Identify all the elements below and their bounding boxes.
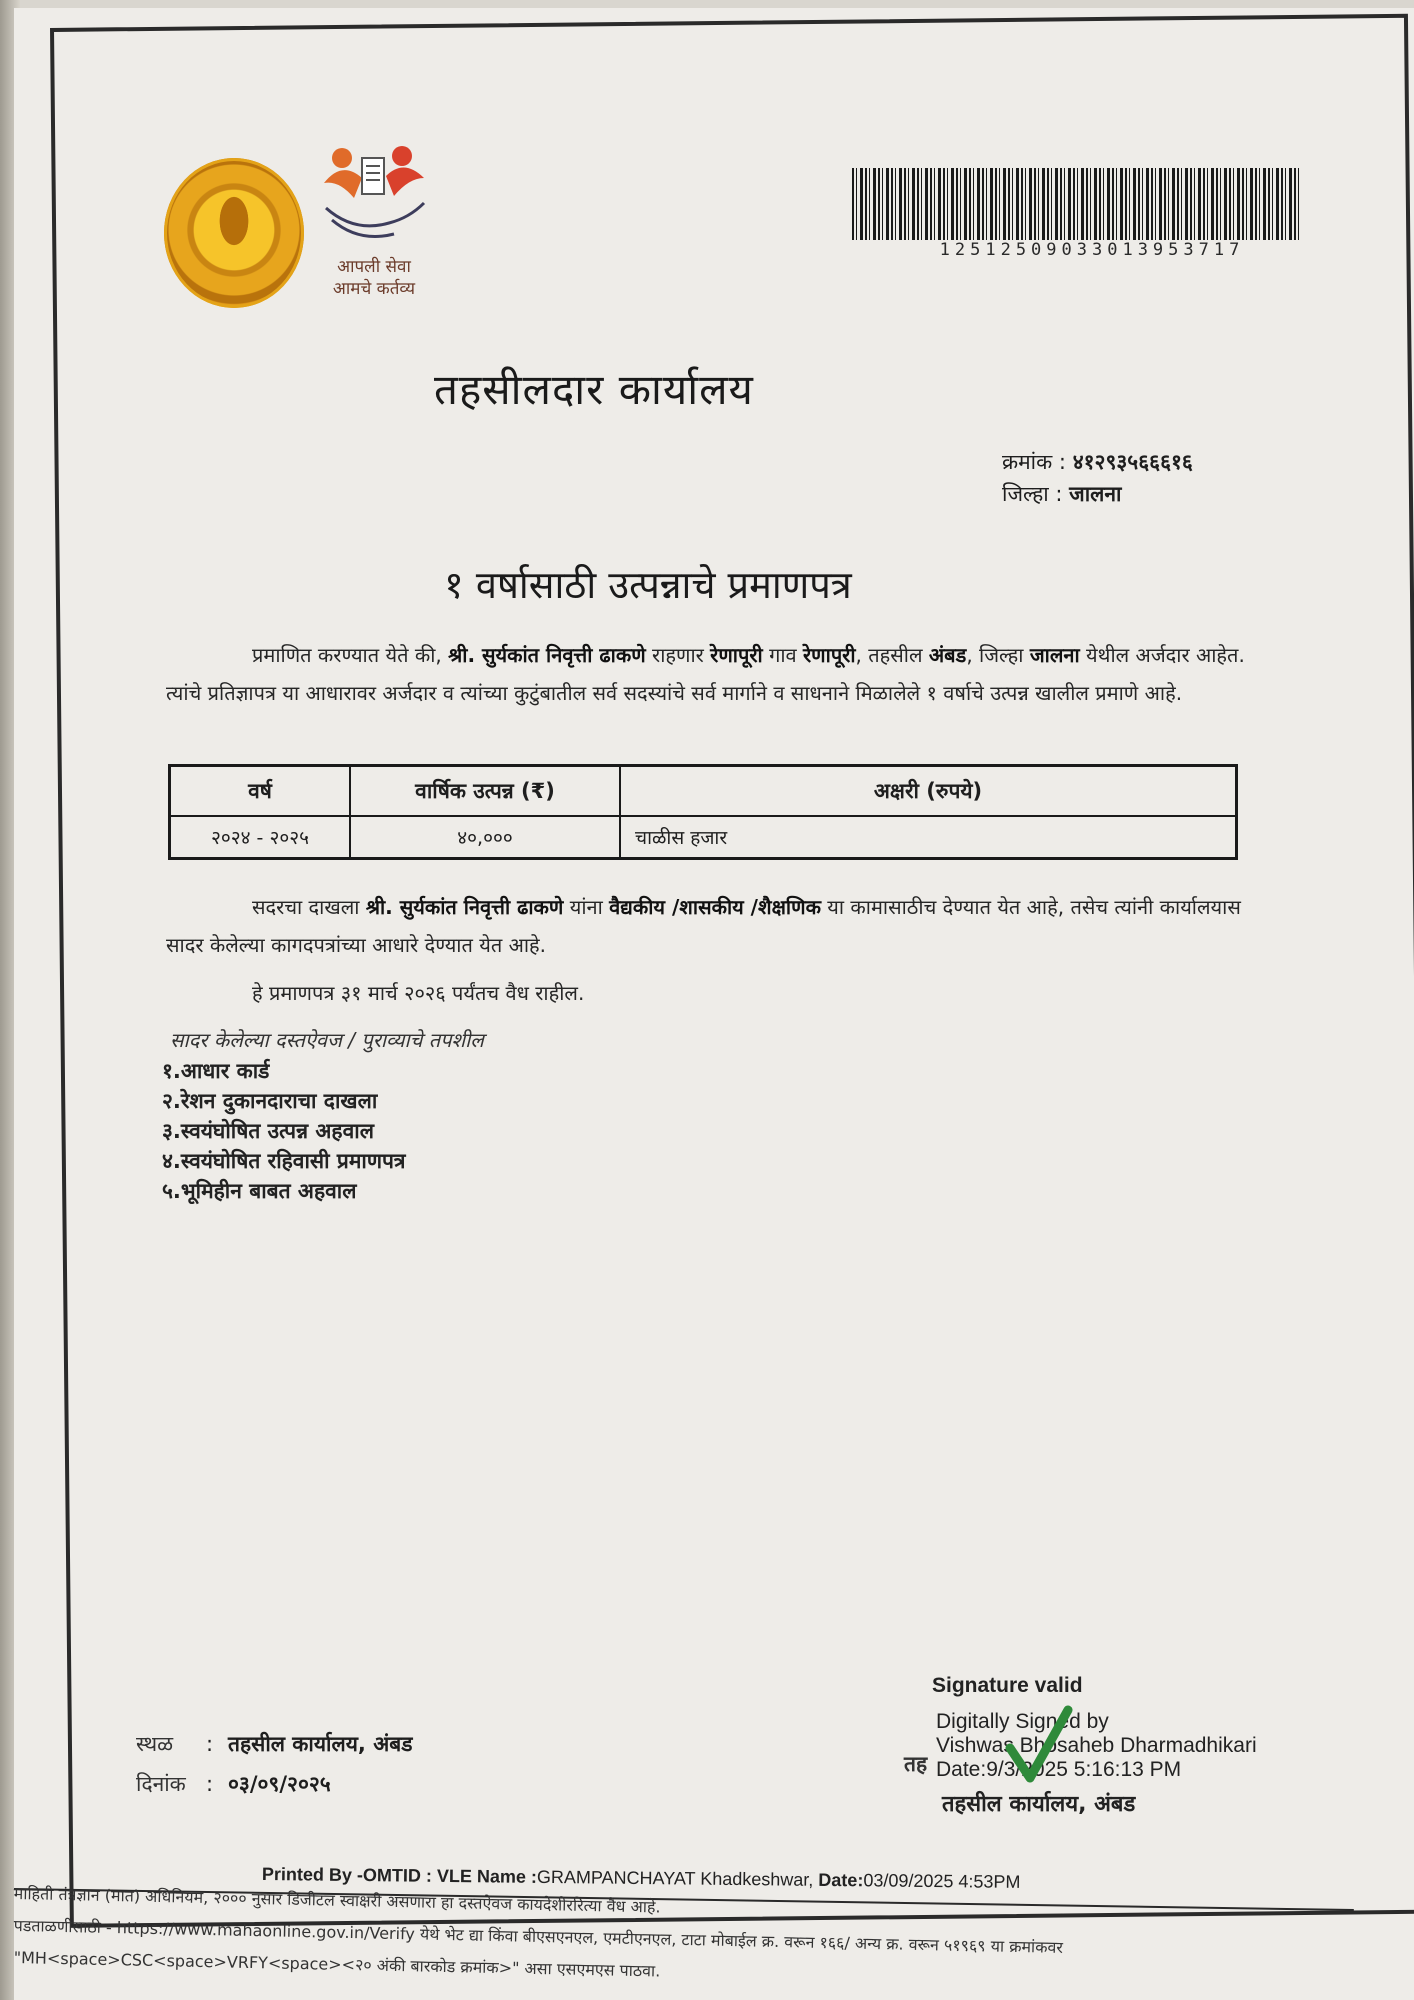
header-year: वर्ष <box>170 766 351 817</box>
maharashtra-emblem-icon <box>164 158 304 308</box>
district-value: जालना <box>1069 482 1122 506</box>
applicant-name: श्री. सुर्यकांत निवृत्ती ढाकणे <box>448 643 646 667</box>
list-item: २.रेशन दुकानदाराचा दाखला <box>162 1089 378 1113</box>
table-header-row <box>170 766 1237 817</box>
reference-block <box>1002 446 1193 510</box>
list-item: ५.भूमिहीन बाबत अहवाल <box>162 1179 357 1203</box>
header-annual-income: वार्षिक उत्पन्न (₹) <box>350 766 620 817</box>
cell-income: ४०,००० <box>350 816 620 859</box>
list-item: ४.स्वयंघोषित रहिवासी प्रमाणपत्र <box>162 1149 406 1173</box>
signature-date: Date:9/3/2025 5:16:13 PM <box>936 1758 1182 1781</box>
purpose-applicant-name: श्री. सुर्यकांत निवृत्ती ढाकणे <box>365 895 564 919</box>
documents-heading: सादर केलेल्या दस्तऐवज / पुराव्याचे तपशील <box>170 1028 484 1052</box>
certificate-sheet <box>14 8 1414 2000</box>
signature-valid-label: Signature valid <box>932 1674 1083 1697</box>
purpose-list: वैद्यकीय /शासकीय /शैक्षणिक <box>609 895 821 919</box>
purpose-paragraph: सदरचा दाखला श्री. सुर्यकांत निवृत्ती ढाकणे यांना वैद्यकीय /शासकीय /शैक्षणिक या कामासाठीच देण्यात येत आहे, तसेच त्यांनी कार्यालयास सादर केलेल्या कागदपत्रांच्या आधारे देण्यात येत आहे. <box>166 895 1241 957</box>
logo-tagline <box>314 256 434 300</box>
footnote-legal: माहिती तंत्रज्ञान (मात) अधिनियम, २००० नुसार डिजीटल स्वाक्षरी असणारा हा दस्तऐवज कायदेशीररित्या वैध आहे. <box>13 1883 661 1917</box>
signature-signer: Vishwas Bhosaheb Dharmadhikari <box>936 1734 1257 1757</box>
validity-statement: हे प्रमाणपत्र ३१ मार्च २०२६ पर्यंतच वैध राहील. <box>252 981 585 1005</box>
place-value: तहसील कार्यालय, अंबड <box>228 1732 413 1756</box>
cell-year: २०२४ - २०२५ <box>170 816 351 859</box>
income-table <box>168 764 1238 860</box>
list-item: १.आधार कार्ड <box>162 1059 270 1083</box>
signature-office: तहसील कार्यालय, अंबड <box>942 1792 1136 1817</box>
barcode <box>852 168 1300 240</box>
date-value: ०३/०९/२०२५ <box>228 1772 331 1796</box>
logo-tagline-line1: आपली सेवा <box>337 257 411 277</box>
list-item: ३.स्वयंघोषित उत्पन्न अहवाल <box>162 1119 374 1143</box>
signature-line1: Digitally Signed by <box>936 1710 1109 1733</box>
office-title: तहसीलदार कार्यालय <box>434 365 754 414</box>
residence: रेणापूरी <box>710 643 763 667</box>
documents-list <box>162 1056 406 1206</box>
vle-value: GRAMPANCHAYAT Khadkeshwar, <box>536 1866 814 1890</box>
certificate-title: १ वर्षासाठी उत्पन्नाचे प्रमाणपत्र <box>444 563 852 607</box>
footer-date-label: Date: <box>818 1869 864 1891</box>
cell-in-words: चाळीस हजार <box>620 816 1237 859</box>
place-date-block: स्थळ : तहसील कार्यालय, अंबड दिनांक : ०३/०९/२०२५ <box>136 1724 412 1804</box>
footnote-sms: "MH<space>CSC<space>VRFY<space><२० अंकी बारकोड क्रमांक>" असा एसएमएस पाठवा. <box>13 1947 661 1981</box>
district: जालना <box>1029 643 1080 667</box>
reference-number-value: ४१२९३५६६६१६ <box>1072 450 1193 474</box>
footnote-verify: पडताळणीसाठी - https://www.mahaonline.gov.in/Verify येथे भेट द्या किंवा बीएसएनएल, एमटीएनएल, टाटा मोबाईल क्र. वरून १६६/ अन्य क्र. वरून ५१९६९ या क्रमांकवर <box>13 1915 1064 1957</box>
district-label: जिल्हा : <box>1002 482 1063 506</box>
village: रेणापूरी <box>803 643 856 667</box>
tehsil: अंबड <box>928 643 967 667</box>
footer-date-value: 03/09/2025 4:53PM <box>863 1870 1021 1892</box>
place-label: स्थळ <box>136 1732 174 1756</box>
reference-number-label: क्रमांक : <box>1002 450 1067 474</box>
header-in-words: अक्षरी (रुपये) <box>620 766 1237 817</box>
logo-tagline-line2: आमचे कर्तव्य <box>332 279 416 299</box>
barcode-number: 12512509033013953717 <box>939 240 1245 260</box>
aaple-sarkar-logo-icon <box>314 138 434 253</box>
checkmark-icon <box>1004 1704 1074 1786</box>
intro-paragraph: प्रमाणित करण्यात येते की, श्री. सुर्यकांत निवृत्ती ढाकणे राहणार रेणापूरी गाव रेणापूरी, तहसील अंबड, जिल्हा जालना येथील अर्जदार आहेत. त्यांचे प्रतिज्ञापत्र या आधारावर अर्जदार व त्यांच्या कुटुंबातील सर्व सदस्यांचे सर्व मार्गाने व साधनाने मिळालेले १ वर्षाचे उत्पन्न खालील प्रमाणे आहे. <box>166 643 1245 705</box>
printed-by-label: Printed By -OMTID : <box>261 1864 432 1886</box>
digital-signature-details <box>936 1710 1257 1782</box>
vle-label: VLE Name : <box>436 1865 538 1887</box>
table-row <box>170 816 1237 859</box>
signature-office-prefix: तह <box>904 1752 928 1776</box>
date-label: दिनांक <box>136 1772 186 1796</box>
